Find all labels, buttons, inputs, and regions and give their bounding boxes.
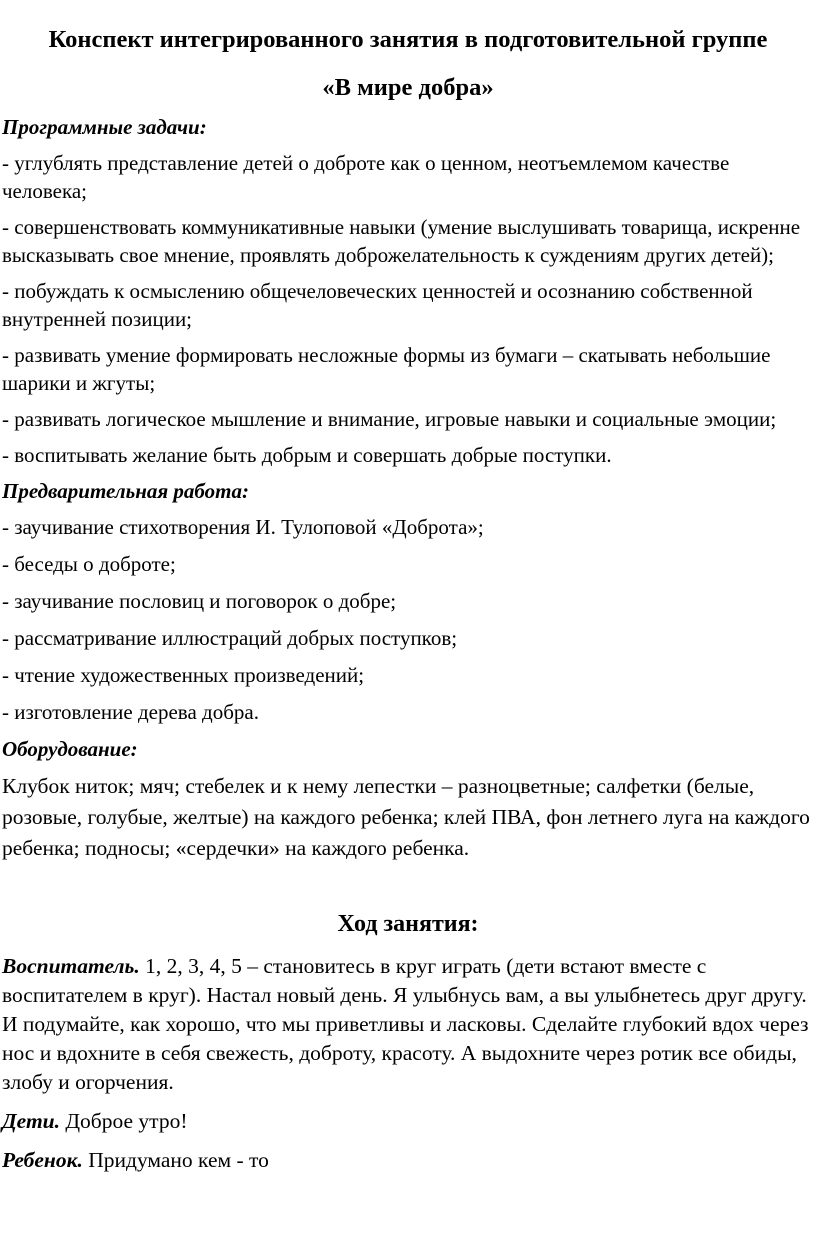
- tasks-heading: Программные задачи:: [2, 115, 207, 139]
- task-item: - побуждать к осмыслению общечеловеческих ценностей и осознанию собственной внутренней позиции;: [2, 279, 753, 331]
- dialog-text: Придумано кем - то: [82, 1148, 269, 1172]
- document-title: Конспект интегрированного занятия в подготовительной группе: [48, 26, 768, 53]
- dialog-text: Доброе утро!: [60, 1109, 188, 1133]
- preliminary-heading: Предварительная работа:: [2, 479, 249, 503]
- dialog-line: [2, 1107, 814, 1136]
- dialog-line: [2, 1146, 814, 1175]
- dialog-text: 1, 2, 3, 4, 5 – становитесь в круг играть (дети встают вместе с воспитателем в круг). Настал новый день. Я улыбнусь вам, а вы улыбнетесь друг другу. И подумайте, как хорошо, что мы приветливы и ласковы. Сделайте глубокий вдох через нос и вдохните в себя свежесть, доброту, красоту. А выдохните через ротик все обиды, злобу и огорчения.: [2, 954, 809, 1094]
- preliminary-item: - заучивание пословиц и поговорок о добре;: [2, 589, 397, 613]
- task-item: - углублять представление детей о доброте как о ценном, неотъемлемом качестве человека;: [2, 151, 730, 203]
- document-subtitle: «В мире добра»: [322, 74, 494, 101]
- preliminary-item: - чтение художественных произведений;: [2, 663, 365, 687]
- equipment-text: Клубок ниток; мяч; стебелек и к нему лепестки – разноцветные; салфетки (белые, розовые, голубые, желтые) на каждого ребенка; клей ПВА, фон летнего луга на каждого ребенка; подносы; «сердечки» на каждого ребенка.: [2, 774, 810, 860]
- speaker-label: Воспитатель.: [2, 954, 140, 978]
- task-item: - совершенствовать коммуникативные навыки (умение выслушивать товарища, искренне высказывать свое мнение, проявлять доброжелательность к суждениям других детей);: [2, 215, 801, 267]
- course-heading: Ход занятия:: [337, 911, 479, 937]
- preliminary-item: - заучивание стихотворения И. Тулоповой «Доброта»;: [2, 515, 484, 539]
- task-item: - развивать умение формировать несложные формы из бумаги – скатывать небольшие шарики и жгуты;: [2, 343, 771, 395]
- equipment-heading: Оборудование:: [2, 737, 138, 761]
- task-item: - воспитывать желание быть добрым и совершать добрые поступки.: [2, 443, 612, 467]
- task-item: - развивать логическое мышление и внимание, игровые навыки и социальные эмоции;: [2, 407, 777, 431]
- preliminary-item: - рассматривание иллюстраций добрых поступков;: [2, 626, 458, 650]
- dialog-line: [2, 952, 814, 1097]
- preliminary-item: - изготовление дерева добра.: [2, 700, 259, 724]
- speaker-label: Дети.: [2, 1109, 61, 1133]
- preliminary-item: - беседы о доброте;: [2, 552, 176, 576]
- speaker-label: Ребенок.: [2, 1148, 83, 1172]
